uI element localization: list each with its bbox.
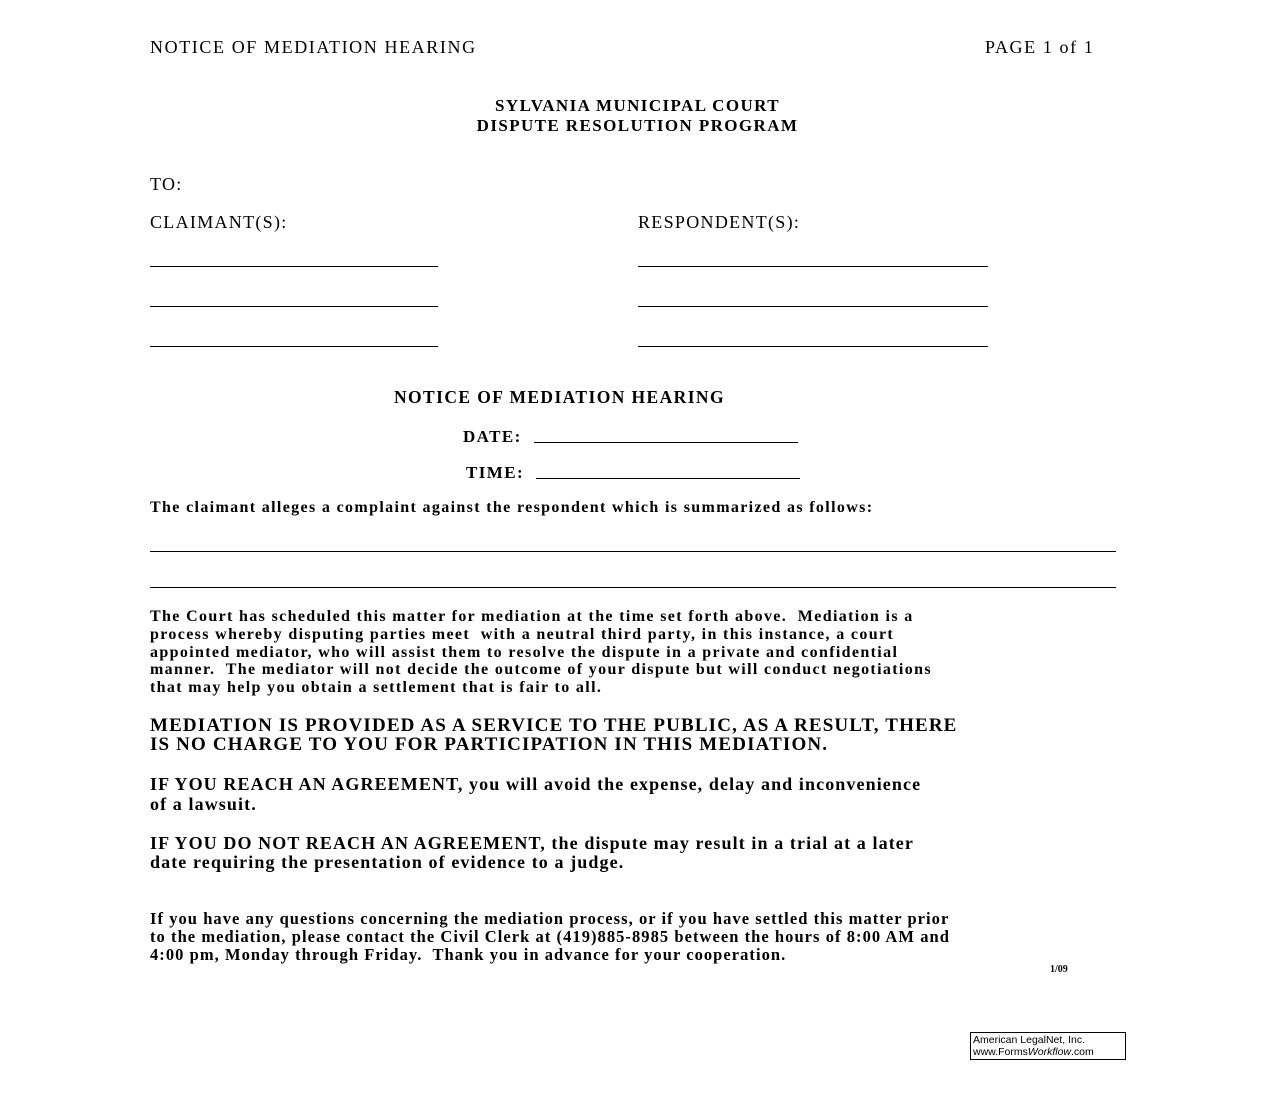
page-number: PAGE 1 of 1 xyxy=(985,37,1095,57)
claimants-label: CLAIMANT(S): xyxy=(150,212,288,232)
header-title: NOTICE OF MEDIATION HEARING xyxy=(150,37,477,57)
court-name: SYLVANIA MUNICIPAL COURT xyxy=(495,96,780,115)
paragraph-line: manner. The mediator will not decide the outcome of your dispute but will conduct negotiations xyxy=(150,661,932,678)
credit-line-1: American LegalNet, Inc. xyxy=(973,1034,1086,1046)
complaint-intro: The claimant alleges a complaint against the respondent which is summarized as follows: xyxy=(150,499,874,516)
credit-site-a: www.Forms xyxy=(973,1046,1028,1058)
respondent-line-3[interactable] xyxy=(638,346,988,347)
claimant-line-1[interactable] xyxy=(150,266,438,267)
agreement-line: of a lawsuit. xyxy=(150,794,257,814)
paragraph-line: that may help you obtain a settlement that is fair to all. xyxy=(150,679,603,696)
contact-line: 4:00 pm, Monday through Friday. Thank you in advance for your cooperation. xyxy=(150,945,787,964)
agreement-line: IF YOU REACH AN AGREEMENT, you will avoid the expense, delay and inconvenience xyxy=(150,774,922,794)
paragraph-line: The Court has scheduled this matter for mediation at the time set forth above. Mediation is a xyxy=(150,608,914,625)
contact-line: If you have any questions concerning the mediation process, or if you have settled this matter prior xyxy=(150,909,950,928)
credit-line-2 xyxy=(973,1046,1123,1058)
revision-code: 1/09 xyxy=(1050,964,1068,975)
no-agreement-line: date requiring the presentation of evidence to a judge. xyxy=(150,852,625,872)
credit-site-b: Workflow xyxy=(1027,1046,1072,1058)
respondent-line-2[interactable] xyxy=(638,306,988,307)
time-label: TIME: xyxy=(466,463,524,482)
complaint-line-2[interactable] xyxy=(150,587,1116,588)
service-line: MEDIATION IS PROVIDED AS A SERVICE TO THE PUBLIC, AS A RESULT, THERE xyxy=(150,715,958,736)
time-line[interactable] xyxy=(536,478,800,479)
claimant-line-2[interactable] xyxy=(150,306,438,307)
to-label: TO: xyxy=(150,174,183,194)
respondents-label: RESPONDENT(S): xyxy=(638,212,801,232)
no-agreement-line: IF YOU DO NOT REACH AN AGREEMENT, the dispute may result in a trial at a later xyxy=(150,833,914,853)
complaint-line-1[interactable] xyxy=(150,551,1116,552)
notice-title: NOTICE OF MEDIATION HEARING xyxy=(394,387,725,407)
date-line[interactable] xyxy=(534,442,798,443)
paragraph-line: process whereby disputing parties meet with a neutral third party, in this instance, a court xyxy=(150,626,895,643)
service-line: IS NO CHARGE TO YOU FOR PARTICIPATION IN THIS MEDIATION. xyxy=(150,734,829,755)
date-label: DATE: xyxy=(463,427,522,446)
contact-line: to the mediation, please contact the Civil Clerk at (419)885-8985 between the hours of 8:00 AM and xyxy=(150,927,950,946)
credit-site-c: .com xyxy=(1071,1046,1094,1058)
claimant-line-3[interactable] xyxy=(150,346,438,347)
program-name: DISPUTE RESOLUTION PROGRAM xyxy=(476,116,799,135)
paragraph-line: appointed mediator, who will assist them to resolve the dispute in a private and confidential xyxy=(150,644,899,661)
publisher-credit xyxy=(970,1032,1126,1060)
respondent-line-1[interactable] xyxy=(638,266,988,267)
